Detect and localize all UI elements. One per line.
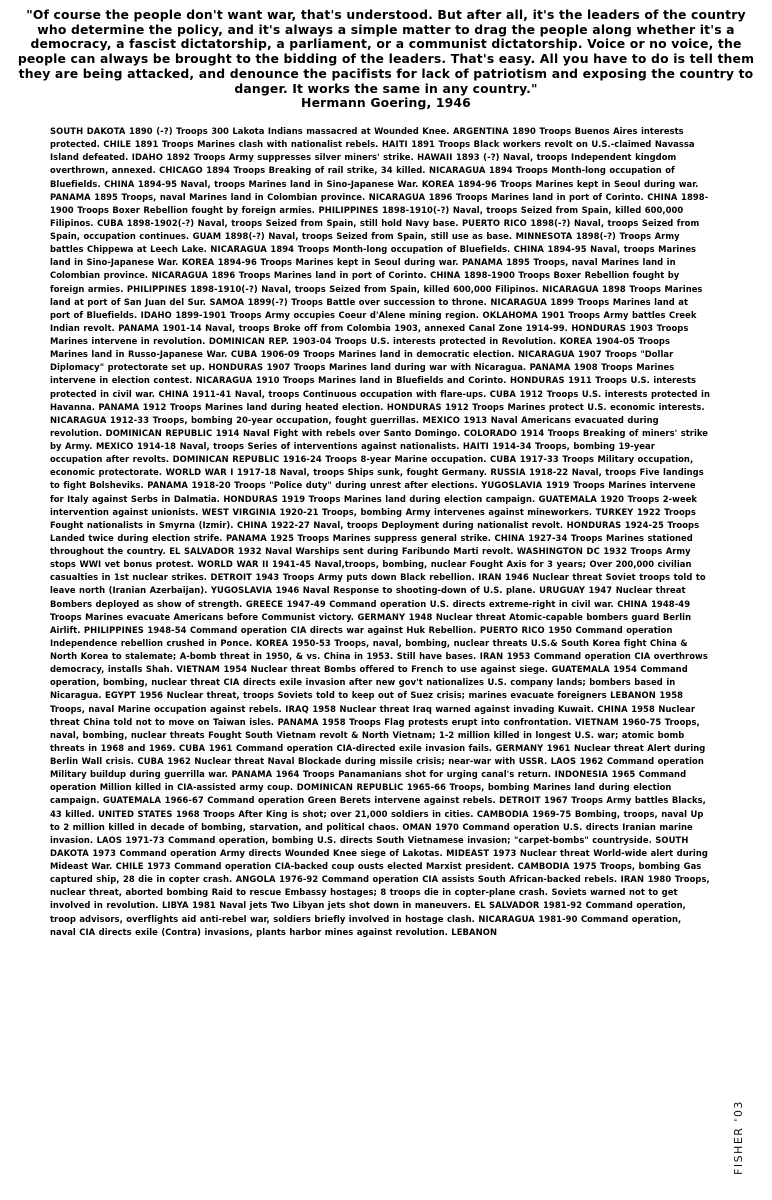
entry-description: Troops, bombing 19-year occupation after revolts. bbox=[50, 441, 655, 465]
entry-description: Troops Buenos Aires interests protected. bbox=[50, 126, 684, 150]
entry-description: Naval, troops Seized from Spain, killed 600,000 Filipinos. bbox=[261, 283, 539, 294]
entry-description: Naval Americans evacuated during revolution. bbox=[50, 414, 659, 438]
entry-description: Troops Marines intervene for Italy against Serbs in Dalmatia. bbox=[50, 480, 696, 504]
entry-description: Command operation, troop advisors, overflights aid anti-rebel war, soldiers briefly involved in hostage clash. bbox=[50, 900, 686, 924]
entry-description: Bombing, troops, naval Up to 2 million killed in decade of bombing, starvation, and political chaos. bbox=[50, 808, 704, 832]
intervention-entry bbox=[226, 533, 494, 543]
entry-place-year: SOUTH DAKOTA 1890 (-?) bbox=[50, 126, 173, 136]
intervention-entry bbox=[98, 402, 387, 412]
entry-description: Troops Panamanians shot for urging canal's return. bbox=[302, 769, 552, 780]
entry-place-year: DETROIT 1967 bbox=[499, 795, 568, 806]
intervention-entry bbox=[158, 389, 489, 399]
entry-place-year: OMAN 1970 bbox=[402, 821, 459, 832]
entry-description: Troops, bombing Army intervenes against mineworkers. bbox=[322, 506, 593, 517]
entry-description: Nuclear threat China told not to move on Taiwan isles. bbox=[50, 703, 696, 727]
intervention-entry bbox=[451, 927, 497, 937]
entry-place-year: PANAMA 1912 bbox=[98, 401, 167, 412]
intervention-entry bbox=[141, 310, 483, 320]
entry-place-year: NICARAGUA 1894 bbox=[210, 244, 295, 255]
entry-description: Naval, troops Seized from Spain, occupation continues. bbox=[50, 217, 700, 241]
intervention-entry bbox=[211, 572, 479, 582]
entry-place-year: CHINA 1911-41 bbox=[158, 388, 232, 399]
entry-description: Command operation Green Berets intervene against rebels. bbox=[207, 795, 496, 806]
entry-description: Troops Marines suppress general strike. bbox=[297, 532, 491, 543]
entry-description: Troops 2-week intervention against unionists. bbox=[50, 493, 698, 517]
intervention-entry bbox=[162, 900, 474, 910]
entry-place-year: IRAN 1953 bbox=[479, 651, 531, 661]
entry-place-year: IDAHO 1892 bbox=[131, 152, 191, 163]
entry-place-year: EGYPT 1956 bbox=[105, 690, 164, 701]
intervention-entry bbox=[211, 585, 539, 595]
entry-description: Troops, naval Marine occupation against rebels. bbox=[50, 703, 282, 714]
entry-description: Troops Marines land in port of Corinto. bbox=[238, 270, 427, 281]
entry-place-year: PANAMA 1908 bbox=[529, 362, 598, 373]
intervention-entry bbox=[387, 402, 705, 412]
entry-place-year: SOUTH DAKOTA 1973 bbox=[50, 834, 689, 858]
entry-description: Troops Black workers revolt on U.S.-claimed Navassa Island defeated. bbox=[50, 139, 695, 163]
entry-description: Troops, bombing Gas captured ship, 28 die in copter crash. bbox=[50, 861, 702, 885]
entry-place-year: CHICAGO 1894 bbox=[159, 165, 230, 176]
entry-place-year: DETROIT 1943 bbox=[210, 572, 280, 583]
entry-description: Troops, naval Marines land in Colombian province. bbox=[50, 257, 676, 281]
entry-place-year: NICARAGUA 1907 bbox=[517, 349, 602, 360]
entry-place-year: COLORADO 1914 bbox=[463, 427, 545, 438]
entry-description: Nuclear threat Soviet troops told to leave north (Iranian Azerbaijan). bbox=[50, 572, 706, 596]
entry-description: Troops Marines land at port of Bluefields. bbox=[50, 296, 689, 320]
entry-place-year: WASHINGTON DC 1932 bbox=[516, 546, 628, 556]
entry-description: Command operation, bombing U.S. directs South Vietnamese invasion; "carpet-bombs" countryside. bbox=[168, 834, 652, 845]
quote-text: "Of course the people don't want war, that's understood. But after all, it's the leaders of the country who determine the policy, and it's always a simple matter to drag the people along whether it's a democracy, a fascist dictatorship, a parliament, or a communist dictatorship. Voice or no voice, the people can always be brought to the bidding of the leaders. That's easy. All you have to do is tell them they are being attacked, and denounce the pacifists for lack of patriotism and exposing the country to danger. It works the same in any country." bbox=[17, 7, 755, 96]
entry-description: Command operation CIA-backed coup ousts elected Marxist president. bbox=[174, 861, 515, 871]
intervention-entry bbox=[118, 323, 571, 333]
entry-description: Troops U.S. interests protected in civil war. bbox=[50, 375, 697, 399]
entry-description: Troops Battle over succession to throne. bbox=[291, 296, 487, 307]
entry-place-year: EL SALVADOR 1932 bbox=[169, 546, 262, 556]
entry-description: Nuclear threat Iraq warned against invading Kuwait. bbox=[339, 703, 594, 714]
entry-description: Nuclear threat Bombs offered to French to use against siege. bbox=[250, 664, 549, 675]
intervention-entry bbox=[176, 664, 551, 674]
entry-description: Troops Army puts down Black rebellion. bbox=[282, 572, 475, 583]
entry-description: Command operation Independence rebellion crushed in Ponce. bbox=[50, 624, 673, 648]
artist-signature: FISHER '03 bbox=[732, 1100, 745, 1175]
entry-description: Troops, bombing 20-year occupation, fought guerrillas. bbox=[152, 414, 420, 425]
entry-description: Troops Boxer Rebellion fought by foreign armies. bbox=[50, 270, 680, 294]
entry-place-year: CHILE 1973 bbox=[115, 861, 171, 871]
entry-description: Troops, naval, bombing, nuclear threats U.S.& South Korea fight China & North Korea to stalemate; A-bomb threat in 1950, & vs. China in 1953. Still have bases. bbox=[50, 637, 688, 661]
intervention-entry bbox=[97, 218, 462, 228]
entry-description: Command operation Million killed in CIA-assisted army coup. bbox=[50, 769, 687, 793]
interventions-list bbox=[50, 125, 710, 939]
intervention-entry bbox=[132, 152, 417, 162]
entry-place-year: PANAMA 1895 bbox=[461, 257, 530, 268]
entry-description: Command operation U.S. directs Iranian marine invasion. bbox=[50, 821, 693, 845]
entry-description: Naval, troops Marines land in Sino-Japanese War. bbox=[50, 244, 697, 268]
intervention-entry bbox=[116, 861, 518, 871]
entry-place-year: NICARAGUA 1896 bbox=[151, 270, 236, 281]
entry-description: Troops Marines stationed throughout the country. bbox=[50, 532, 693, 556]
entry-description: Troops 300 Lakota Indians massacred at Wounded Knee. bbox=[176, 126, 450, 136]
intervention-entry bbox=[236, 874, 621, 884]
entry-description: Command operation CIA-directed exile invasion fails. bbox=[235, 742, 493, 753]
entry-description: Troops Military occupation, economic protectorate. bbox=[50, 454, 694, 478]
entry-place-year: LIBYA 1981 bbox=[161, 900, 216, 911]
entry-place-year: PHILIPPINES 1948-54 bbox=[83, 624, 187, 635]
entry-description: Troops Marines land in Russo-Japanese War. bbox=[50, 336, 670, 360]
entry-description: Troops 8-year Marine occupation. bbox=[325, 454, 487, 465]
entry-place-year: SAMOA 1899(-?) bbox=[209, 296, 288, 307]
entry-description: Naval, troops Ships sunk, fought Germany. bbox=[279, 467, 487, 478]
entry-description: Troops "Dollar Diplomacy" protectorate set up. bbox=[50, 349, 674, 373]
entry-place-year: NICARAGUA 1896 bbox=[368, 191, 453, 202]
intervention-entry bbox=[182, 257, 462, 267]
intervention-entry bbox=[193, 231, 516, 241]
entry-place-year: NICARAGUA 1910 bbox=[195, 375, 280, 386]
entry-place-year: CUBA 1961 bbox=[179, 742, 233, 753]
entry-place-year: GUATEMALA 1920 bbox=[538, 493, 625, 504]
entry-description: Troops Breaking of rail strike, 34 killed. bbox=[233, 165, 426, 176]
entry-place-year: KOREA 1894-96 bbox=[181, 257, 257, 268]
intervention-entry bbox=[202, 507, 596, 517]
entry-place-year: PANAMA 1958 bbox=[277, 716, 346, 727]
entry-place-year: IDAHO 1899-1901 bbox=[140, 309, 227, 320]
entry-description: Nuclear threat Naval Blockade during missile crisis; near-war with USSR. bbox=[194, 756, 548, 766]
entry-description: Command operation CIA directs war against Huk Rebellion. bbox=[190, 624, 477, 635]
goering-quote-block bbox=[14, 8, 758, 111]
entry-description: Naval, troops Deployment during nationalist revolt. bbox=[313, 519, 564, 530]
entry-place-year: PANAMA 1918-20 bbox=[147, 480, 231, 491]
entry-description: Troops Marines land at port of San Juan del Sur. bbox=[50, 283, 703, 307]
entry-description: Command operation CIA assists South African-backed rebels. bbox=[321, 874, 618, 885]
entry-description: Troops Flag protests erupt into confrontation. bbox=[349, 716, 572, 727]
entry-description: Troops Landed twice during election strife. bbox=[50, 519, 700, 543]
entry-place-year: PUERTO RICO 1950 bbox=[479, 624, 572, 635]
entry-description: Troops Army battles Chippewa at Leech Lake. bbox=[50, 231, 680, 255]
intervention-entry bbox=[422, 179, 699, 189]
entry-place-year: CHINA 1922-27 bbox=[237, 519, 310, 530]
entry-place-year: CHINA 1948-49 bbox=[617, 598, 691, 609]
entry-description: Troops Marines land in democratic election. bbox=[303, 349, 515, 360]
entry-place-year: CUBA 1906-09 bbox=[230, 349, 300, 360]
intervention-entry bbox=[103, 795, 499, 805]
entry-description: Command operation Military buildup during guerrilla war. bbox=[50, 756, 704, 780]
entry-place-year: CUBA 1912 bbox=[489, 388, 544, 399]
intervention-entry bbox=[231, 349, 518, 359]
entry-place-year: CHINA 1958 bbox=[597, 703, 655, 714]
entry-description: Troops Marines kept in Seoul during war. bbox=[260, 257, 459, 268]
entry-place-year: PHILIPPINES 1898-1910(-?) bbox=[318, 204, 450, 215]
entry-place-year: GUATEMALA 1966-67 bbox=[102, 795, 204, 806]
entry-place-year: ARGENTINA 1890 bbox=[452, 126, 536, 136]
entry-place-year: KOREA 1894-96 bbox=[421, 178, 497, 189]
entry-place-year: GREECE 1947-49 bbox=[245, 598, 326, 609]
entry-description: Troops, naval, bombing, nuclear threats Fought South Vietnam revolt & North Vietnam; 1-2 million killed in longest U.S. war; atomic bomb threats in 1968 and 1969. bbox=[50, 716, 700, 753]
entry-place-year: VIETNAM 1954 bbox=[176, 664, 248, 675]
entry-place-year: WEST VIRGINIA 1920-21 bbox=[201, 506, 319, 517]
entry-description: Naval, troops Continuous occupation with flare-ups. bbox=[234, 388, 487, 399]
entry-place-year: PANAMA 1895 bbox=[50, 191, 118, 202]
entry-place-year: LEBANON 1958 bbox=[610, 690, 684, 701]
intervention-entry bbox=[152, 270, 431, 280]
entry-place-year: OKLAHOMA 1901 bbox=[482, 309, 565, 320]
entry-place-year: HONDURAS 1912 bbox=[386, 401, 469, 412]
entry-place-year: MEXICO 1914-18 bbox=[95, 441, 177, 451]
entry-description: Naval jets Two Libyan jets shot down in maneuvers. bbox=[219, 900, 471, 911]
intervention-entry bbox=[285, 704, 597, 714]
entry-place-year: UNITED STATES 1968 bbox=[98, 808, 200, 819]
entry-place-year: URUGUAY 1947 bbox=[539, 585, 613, 596]
entry-description: Nuclear threat Atomic-capable bombers guard Berlin Airlift. bbox=[50, 611, 692, 635]
intervention-entry bbox=[50, 126, 453, 136]
entry-place-year: CHILE 1891 bbox=[103, 139, 159, 150]
intervention-entry bbox=[173, 454, 490, 464]
entry-description: Command operation U.S. directs extreme-right in civil war. bbox=[329, 598, 614, 609]
entry-description: Naval, troops Seized from Spain, killed 600,000 Filipinos. bbox=[50, 204, 684, 228]
intervention-entry bbox=[103, 139, 381, 149]
entry-place-year: CUBA 1962 bbox=[137, 756, 191, 766]
entry-description: Troops Boxer Rebellion fought by foreign armies. bbox=[77, 204, 316, 215]
intervention-entry bbox=[147, 480, 481, 490]
intervention-entry bbox=[231, 769, 554, 779]
intervention-entry bbox=[278, 717, 575, 727]
entry-description: Troops Marines land in Bluefields and Corinto. bbox=[282, 375, 507, 386]
intervention-entry bbox=[209, 297, 490, 307]
entry-description: Command operation, bombing, nuclear threat CIA directs exile invasion after new gov't nationalizes U.S. company lands; bombers based in Nicaragua. bbox=[50, 664, 688, 701]
entry-place-year: NICARAGUA 1981-90 bbox=[478, 913, 578, 924]
entry-description: Troops Marines intervene in revolution. bbox=[50, 322, 689, 346]
entry-place-year: HONDURAS 1911 bbox=[509, 375, 592, 386]
entry-description: Troops, naval Marines land in Colombian province. bbox=[121, 191, 366, 202]
entry-place-year: CHINA 1894-95 bbox=[104, 178, 178, 189]
entry-description: Troops U.S. interests protected in Havanna. bbox=[50, 388, 710, 412]
entry-place-year: CAMBODIA 1969-75 bbox=[476, 808, 572, 819]
entry-description: Nuclear threat World-wide alert during Mideast War. bbox=[50, 847, 708, 871]
intervention-entry bbox=[237, 520, 567, 530]
entry-place-year: WORLD WAR II 1941-45 bbox=[197, 559, 312, 570]
intervention-entry bbox=[246, 599, 617, 609]
entry-place-year: IRAN 1946 bbox=[478, 572, 529, 583]
entry-description: Troops Marines clash with nationalist rebels. bbox=[161, 139, 379, 150]
intervention-entry bbox=[169, 546, 517, 556]
entry-description: Troops Marines kept in Seoul during war. bbox=[500, 178, 699, 189]
entry-place-year: GUAM 1898(-?) bbox=[192, 231, 265, 241]
entry-place-year: DOMINICAN REP. 1903-04 bbox=[208, 336, 332, 346]
intervention-entry bbox=[97, 835, 656, 845]
entry-description: Troops Month-long occupation of Bluefields. bbox=[50, 165, 675, 189]
entry-place-year: CUBA 1898-1902(-?) bbox=[97, 217, 195, 228]
entry-description: Naval,troops, bombing, nuclear Fought Axis for 3 years; Over 200,000 civilian casualties in 1st nuclear strikes. bbox=[50, 559, 692, 583]
entry-description: Naval, troops Seized from Spain, still use as base. bbox=[268, 231, 513, 241]
entry-description: Command operation Army directs Wounded Knee siege of Lakotas. bbox=[119, 847, 443, 858]
entry-description: Troops Army stops WWI vet bonus protest. bbox=[50, 546, 691, 570]
intervention-entry bbox=[166, 467, 491, 477]
entry-place-year: KOREA 1904-05 bbox=[559, 336, 635, 346]
intervention-entry bbox=[369, 192, 648, 202]
entry-place-year: GERMANY 1948 bbox=[357, 611, 433, 622]
intervention-entry bbox=[98, 809, 477, 819]
intervention-entry bbox=[50, 192, 369, 202]
entry-place-year: INDONESIA 1965 bbox=[554, 769, 636, 780]
entry-place-year: EL SALVADOR 1981-92 bbox=[474, 900, 583, 911]
entry-description: Nuclear threat Bombers deployed as show of strength. bbox=[50, 585, 686, 609]
entry-description: Naval, troops Series of interventions against nationalists. bbox=[179, 441, 460, 451]
entry-place-year: PANAMA 1901-14 bbox=[118, 322, 202, 333]
entry-place-year: GUATEMALA 1954 bbox=[551, 664, 637, 675]
entry-place-year: PUERTO RICO 1898(-?) bbox=[461, 217, 571, 228]
intervention-entry bbox=[84, 625, 480, 635]
entry-place-year: CHINA 1927-34 bbox=[494, 532, 568, 543]
entry-place-year: HONDURAS 1924-25 bbox=[566, 519, 664, 530]
intervention-entry bbox=[223, 494, 538, 504]
entry-place-year: NICARAGUA 1894 bbox=[428, 165, 513, 176]
entry-description: Troops After King is shot; over 21,000 soldiers in cities. bbox=[203, 808, 474, 819]
entry-description: Naval, troops Marines land in Sino-Japanese War. bbox=[180, 178, 419, 189]
quote-author: Hermann Goering, 1946 bbox=[301, 95, 471, 111]
entry-place-year: PANAMA 1925 bbox=[226, 532, 294, 543]
intervention-entry bbox=[106, 428, 464, 438]
entry-place-year: DOMINICAN REPUBLIC 1916-24 bbox=[172, 454, 322, 465]
entry-place-year: NICARAGUA 1912-33 bbox=[50, 414, 150, 425]
entry-description: Naval Response to shooting-down of U.S. plane. bbox=[302, 585, 536, 596]
entry-place-year: LEBANON bbox=[451, 926, 498, 937]
entry-place-year: DOMINICAN REPUBLIC 1914 bbox=[105, 427, 240, 438]
entry-place-year: TURKEY 1922 bbox=[595, 506, 661, 517]
intervention-entry bbox=[127, 284, 542, 294]
entry-description: Troops Marines land during election campaign. bbox=[308, 493, 536, 504]
intervention-entry bbox=[137, 756, 550, 766]
intervention-entry bbox=[104, 179, 422, 189]
entry-place-year: GERMANY 1961 bbox=[495, 742, 571, 753]
intervention-entry bbox=[159, 165, 429, 175]
entry-place-year: LAOS 1962 bbox=[550, 756, 604, 766]
entry-place-year: RUSSIA 1918-22 bbox=[490, 467, 569, 478]
entry-place-year: HONDURAS 1919 bbox=[223, 493, 306, 504]
entry-place-year: CAMBODIA 1975 bbox=[517, 861, 597, 871]
entry-place-year: HONDURAS 1907 bbox=[208, 362, 291, 373]
entry-place-year: HAWAII 1893 (-?) bbox=[417, 152, 500, 163]
entry-place-year: PHILIPPINES 1898-1910(-?) bbox=[126, 283, 258, 294]
entry-place-year: CHINA 1898-1900 bbox=[430, 270, 515, 281]
entry-place-year: WORLD WAR I 1917-18 bbox=[165, 467, 277, 478]
entry-place-year: NICARAGUA 1898 bbox=[542, 283, 626, 294]
entry-place-year: IRAQ 1958 bbox=[285, 703, 337, 714]
entry-description: Naval, troops Independent kingdom overthrown, annexed. bbox=[50, 152, 677, 176]
entry-place-year: CHINA 1898-1900 bbox=[50, 191, 709, 215]
entry-description: Troops Army battles Blacks, 43 killed. bbox=[50, 795, 706, 819]
entry-place-year: HONDURAS 1903 bbox=[571, 322, 654, 333]
entry-description: Troops Marines evacuate Americans before Communist victory. bbox=[50, 611, 355, 622]
entry-place-year: ANGOLA 1976-92 bbox=[235, 874, 319, 885]
entry-place-year: CHINA 1894-95 bbox=[513, 244, 587, 255]
entry-description: Troops "Police duty" during unrest after elections. bbox=[234, 480, 478, 491]
entry-place-year: PANAMA 1964 bbox=[231, 769, 300, 780]
entry-description: Command operation CIA overthrows democracy, installs Shah. bbox=[50, 651, 708, 675]
entry-description: Troops, bombing Marines land during election campaign. bbox=[50, 782, 672, 806]
entry-description: Troops U.S. interests protected in Revolution. bbox=[335, 336, 557, 346]
entry-description: Troops Army occupies Coeur d'Alene mining region. bbox=[229, 309, 480, 320]
entry-description: Troops Army suppresses silver miners' strike. bbox=[193, 152, 414, 163]
entry-description: Naval Warships sent during Faribundo Marti revolt. bbox=[265, 546, 514, 556]
entry-place-year: LAOS 1971-73 bbox=[96, 834, 165, 845]
entry-description: Nuclear threat Alert during Berlin Wall crisis. bbox=[50, 742, 706, 766]
entry-place-year: IRAN 1980 bbox=[620, 874, 672, 885]
entry-description: Command operation, naval CIA directs exile (Contra) invasions, plants harbor mines against revolution. bbox=[50, 913, 682, 937]
entry-description: Troops, nuclear threat, aborted bombing Raid to rescue Embassy hostages; 8 troops die in copter-plane crash. Soviets warned not to get involved in revolution. bbox=[50, 874, 710, 911]
entry-description: Troops Marines land in port of Corinto. bbox=[455, 191, 644, 202]
entry-description: Troops Fought nationalists in Smyrna (Izmir). bbox=[50, 506, 696, 530]
entry-place-year: NICARAGUA 1899 bbox=[490, 296, 575, 307]
entry-place-year: MEXICO 1913 bbox=[422, 414, 488, 425]
intervention-entry bbox=[96, 441, 463, 451]
intervention-entry bbox=[196, 375, 510, 385]
intervention-entry bbox=[208, 362, 529, 372]
intervention-entry bbox=[179, 743, 496, 753]
entry-description: Naval, troops Seized from Spain, still hold Navy base. bbox=[197, 217, 459, 228]
entry-description: Naval Fight with rebels over Santo Domingo. bbox=[242, 427, 461, 438]
entry-place-year: HAITI 1891 bbox=[381, 139, 435, 150]
entry-place-year: KOREA 1950-53 bbox=[255, 637, 331, 648]
entry-description: Troops Army battles Creek Indian revolt. bbox=[50, 309, 697, 333]
intervention-entry bbox=[210, 244, 513, 254]
entry-description: Nuclear threat, troops Soviets told to keep out of Suez crisis; marines evacuate foreigners bbox=[166, 690, 607, 701]
entry-description: Troops Month-long occupation of Bluefields. bbox=[297, 244, 511, 255]
entry-description: Naval, troops Broke off from Colombia 1903, annexed Canal Zone 1914-99. bbox=[205, 322, 568, 333]
entry-place-year: CUBA 1917-33 bbox=[489, 454, 559, 465]
entry-place-year: DOMINICAN REPUBLIC 1965-66 bbox=[296, 782, 446, 793]
entry-description: Troops Marines protect U.S. economic interests. bbox=[472, 401, 705, 412]
entry-description: Troops Marines land during war with Nicaragua. bbox=[293, 362, 527, 373]
entry-place-year: MINNESOTA 1898(-?) bbox=[515, 231, 616, 241]
entry-place-year: VIETNAM 1960-75 bbox=[575, 716, 662, 727]
entry-description: Troops Marines land during heated election. bbox=[169, 401, 384, 412]
entry-place-year: HAITI 1914-34 bbox=[462, 441, 532, 451]
intervention-entry bbox=[105, 690, 610, 700]
intervention-entry bbox=[209, 336, 560, 346]
entry-description: Troops Marines intervene in election contest. bbox=[50, 362, 675, 386]
entry-description: Naval, troops Five landings to fight Bolsheviks. bbox=[50, 467, 704, 491]
entry-place-year: YUGOSLAVIA 1919 bbox=[481, 480, 570, 491]
entry-description: Troops Breaking of miners' strike by Army. bbox=[50, 427, 709, 451]
intervention-entry bbox=[50, 415, 423, 425]
entry-place-year: MIDEAST 1973 bbox=[446, 847, 517, 858]
entry-place-year: YUGOSLAVIA 1946 bbox=[210, 585, 300, 596]
